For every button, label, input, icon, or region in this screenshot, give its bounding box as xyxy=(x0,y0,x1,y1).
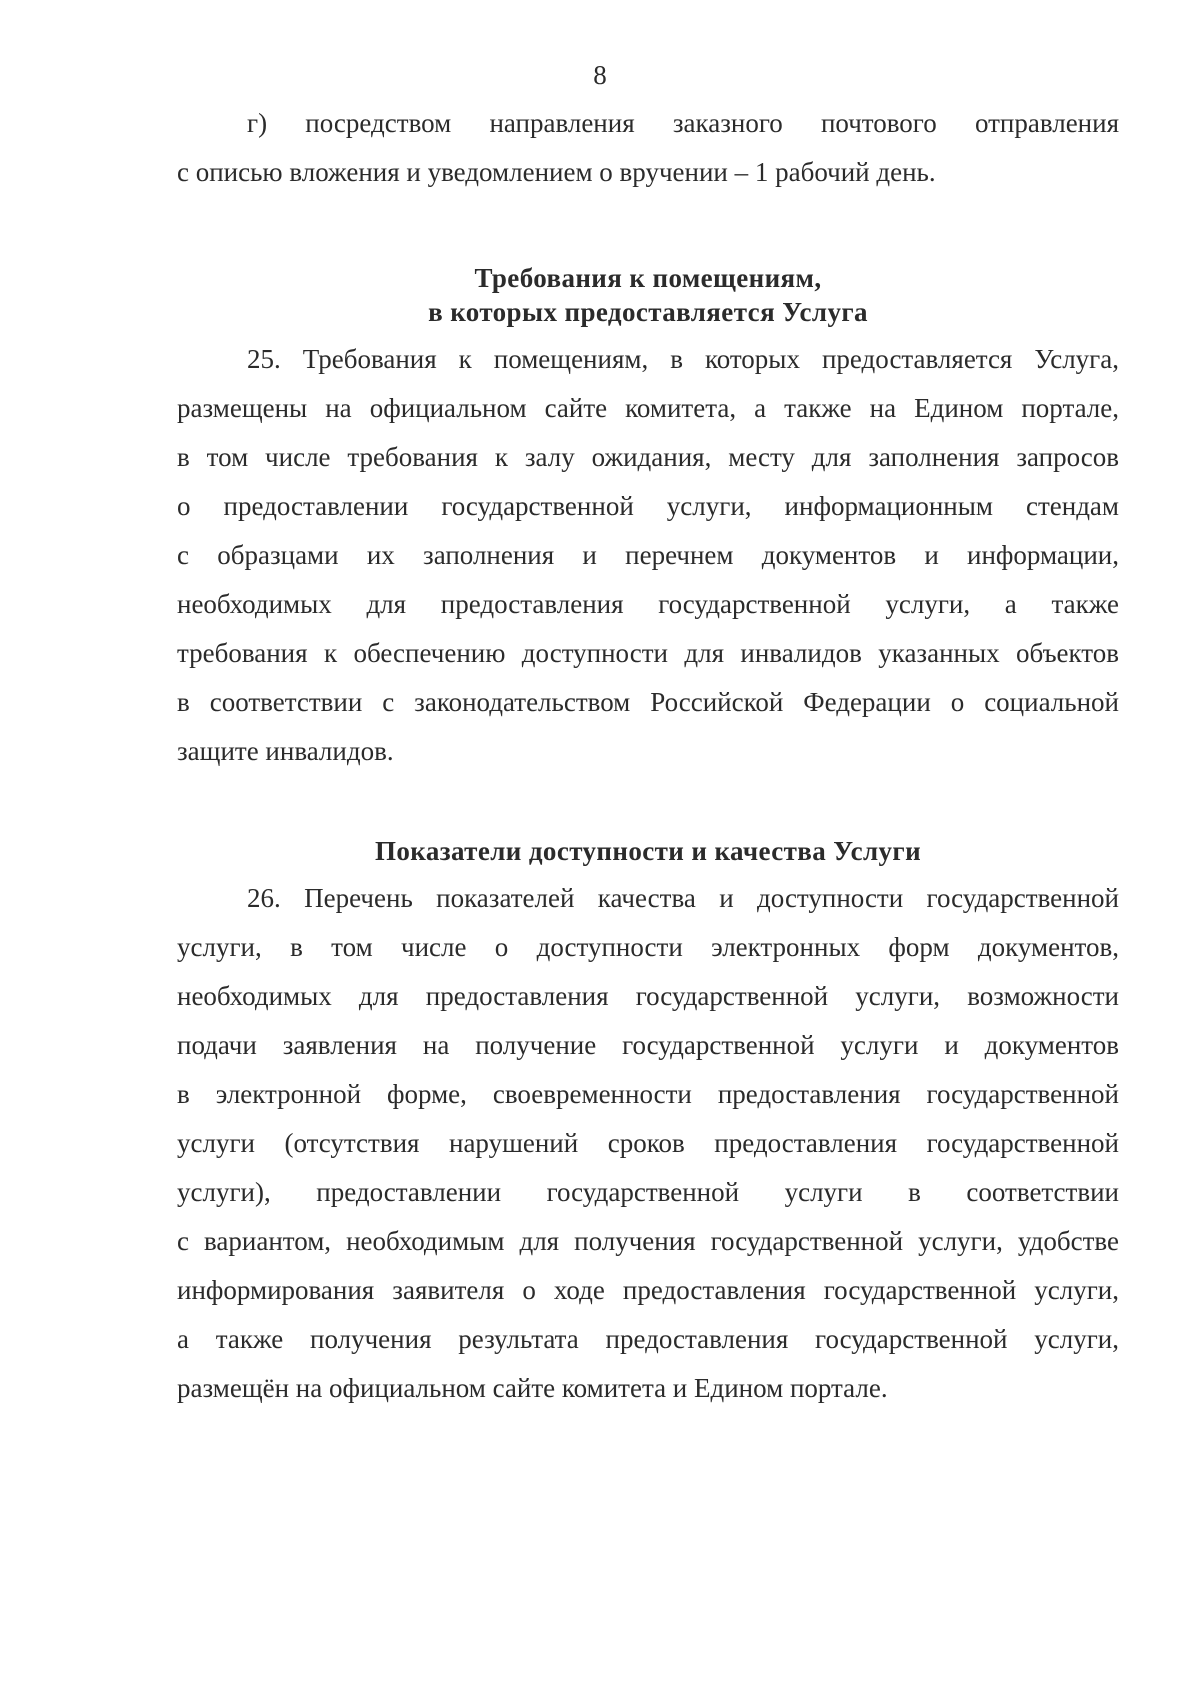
section-25-heading-line-2: в которых предоставляется Услуга xyxy=(428,297,868,327)
section-25-line: требования к обеспечению доступности для инвалидов указанных объектов xyxy=(177,638,1119,668)
section-25-line: размещены на официальном сайте комитета, а также на Едином портале, xyxy=(177,393,1119,423)
section-26-line: услуги), предоставлении государственной услуги в соответствии xyxy=(177,1177,1119,1207)
section-26-heading: Показатели доступности и качества Услуги xyxy=(374,836,922,866)
section-26-line: с вариантом, необходимым для получения государственной услуги, удобстве xyxy=(177,1226,1119,1256)
section-25-line: в соответствии с законодательством Российской Федерации о социальной xyxy=(177,687,1119,717)
intro-line-1: г) посредством направления заказного почтового отправления xyxy=(247,108,1119,138)
section-26-line: услуги, в том числе о доступности электронных форм документов, xyxy=(177,932,1119,962)
section-25-line: о предоставлении государственной услуги, информационным стендам xyxy=(177,491,1119,521)
section-26-line: информирования заявителя о ходе предоставления государственной услуги, xyxy=(177,1275,1119,1305)
section-25-line: с образцами их заполнения и перечнем документов и информации, xyxy=(177,540,1119,570)
section-26-line: необходимых для предоставления государственной услуги, возможности xyxy=(177,981,1119,1011)
section-25-line: в том числе требования к залу ожидания, месту для заполнения запросов xyxy=(177,442,1119,472)
section-25-line: 25. Требования к помещениям, в которых предоставляется Услуга, xyxy=(247,344,1119,374)
page-number: 8 xyxy=(593,60,607,90)
section-25-line: защите инвалидов. xyxy=(177,736,394,766)
section-26-line: подачи заявления на получение государственной услуги и документов xyxy=(177,1030,1119,1060)
section-26-line: размещён на официальном сайте комитета и Едином портале. xyxy=(177,1373,888,1403)
section-25-heading-line-1: Требования к помещениям, xyxy=(474,263,822,293)
section-26-line: 26. Перечень показателей качества и доступности государственной xyxy=(247,883,1119,913)
intro-line-2: с описью вложения и уведомлением о вручении – 1 рабочий день. xyxy=(177,157,936,187)
section-25-line: необходимых для предоставления государственной услуги, а также xyxy=(177,589,1119,619)
section-26-line: в электронной форме, своевременности предоставления государственной xyxy=(177,1079,1119,1109)
section-26-line: услуги (отсутствия нарушений сроков предоставления государственной xyxy=(177,1128,1119,1158)
section-26-line: а также получения результата предоставления государственной услуги, xyxy=(177,1324,1119,1354)
